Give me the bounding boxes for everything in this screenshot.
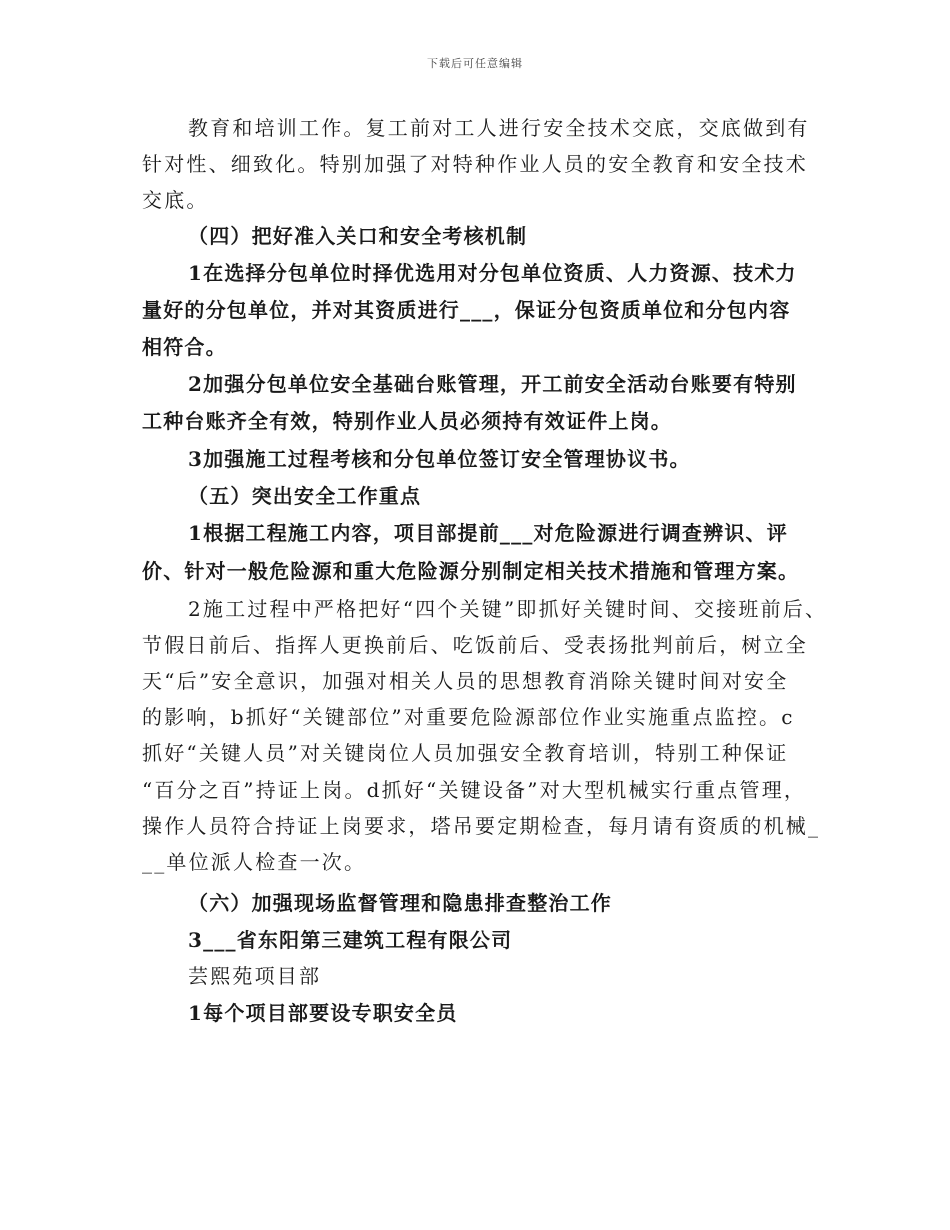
- paragraph-line: 价、针对一般危险源和重大危险源分别制定相关技术措施和管理方案。: [142, 559, 800, 583]
- paragraph-line: 2加强分包单位安全基础台账管理，开工前安全活动台账要有特别: [188, 372, 797, 396]
- paragraph-line: 针对性、细致化。特别加强了对特种作业人员的安全教育和安全技术: [142, 152, 808, 176]
- section-heading: （五）突出安全工作重点: [188, 484, 422, 508]
- paragraph-line: 抓好“关键人员”对关键岗位人员加强安全教育培训，特别工种保证: [142, 741, 789, 765]
- paragraph-line: 操作人员符合持证上岗要求，塔吊要定期检查，每月请有资质的机械_: [142, 814, 821, 838]
- paragraph-line: 天“后”安全意识，加强对相关人员的思想教育消除关键时间对安全: [142, 669, 789, 693]
- project-name: 芸熙苑项目部: [188, 964, 322, 988]
- paragraph-line: 工种台账齐全有效，特别作业人员必须持有效证件上岗。: [142, 409, 672, 433]
- paragraph-line: 的影响，b抓好“关键部位”对重要危险源部位作业实施重点监控。c: [142, 705, 795, 729]
- paragraph-line: 1根据工程施工内容，项目部提前___对危险源进行调查辨识、评: [188, 521, 788, 545]
- paragraph-line: 3加强施工过程考核和分包单位签订安全管理协议书。: [188, 447, 691, 471]
- page-header: 下载后可任意编辑: [427, 57, 523, 70]
- paragraph-line: 节假日前后、指挥人更换前后、吃饭前后、受表扬批判前后，树立全: [142, 633, 808, 657]
- section-heading: （六）加强现场监督管理和隐患排查整治工作: [188, 891, 612, 915]
- paragraph-line: 2施工过程中严格把好“四个关键”即抓好关键时间、交接班前后、: [188, 597, 828, 621]
- paragraph-line: __单位派人检查一次。: [142, 850, 367, 874]
- paragraph-line: 相符合。: [142, 335, 227, 359]
- paragraph-line: 量好的分包单位，并对其资质进行___，保证分包资质单位和分包内容: [142, 298, 791, 322]
- section-heading: （四）把好准入关口和安全考核机制: [188, 224, 528, 248]
- paragraph-line: “百分之百”持证上岗。d抓好“关键设备”对大型机械实行重点管理，: [142, 778, 807, 802]
- paragraph-line: 教育和培训工作。复工前对工人进行安全技术交底，交底做到有: [188, 116, 810, 140]
- paragraph-line: 1在选择分包单位时择优选用对分包单位资质、人力资源、技术力: [188, 261, 797, 285]
- paragraph-line: 交底。: [142, 188, 209, 212]
- paragraph-line: 1每个项目部要设专职安全员: [188, 1001, 458, 1025]
- company-name: 3___省东阳第三建筑工程有限公司: [188, 928, 513, 952]
